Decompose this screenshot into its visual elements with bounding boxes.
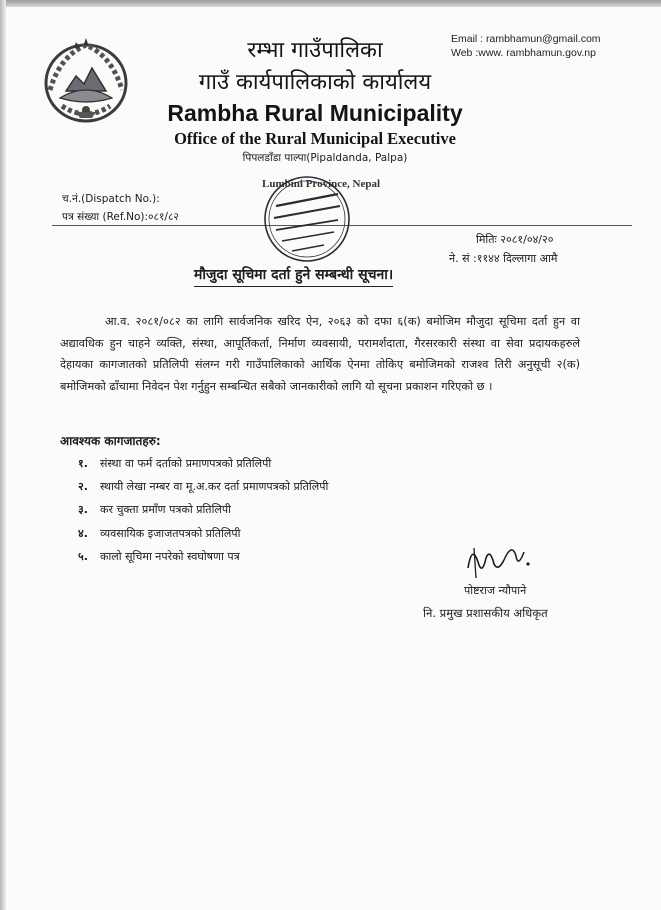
office-seal-icon xyxy=(262,174,352,264)
office-name-nepali: गाउँ कार्यपालिकाको कार्यालय xyxy=(198,70,432,95)
office-name-english: Office of the Rural Municipal Executive xyxy=(174,129,456,148)
website-line: Web :www. rambhamun.gov.np xyxy=(451,47,596,59)
nepal-sambat-date: ने. सं :११४४ दिल्लागा आमै xyxy=(449,252,558,265)
office-location: पिपलडाँडा पाल्पा(Pipaldanda, Palpa) xyxy=(242,152,408,164)
scan-edge-left xyxy=(0,0,6,910)
notice-subject: मौजुदा सूचिमा दर्ता हुने सम्बन्धी सूचना। xyxy=(194,265,393,287)
handwritten-signature-icon xyxy=(458,538,538,584)
required-documents-heading: आवश्यक कागजातहरु: xyxy=(60,434,161,448)
list-item: ५. कालो सूचिमा नपरेको स्वघोषणा पत्र xyxy=(78,549,240,563)
signatory-name: पोष्टराज न्यौपाने xyxy=(464,584,527,597)
notice-body xyxy=(60,311,580,397)
municipality-name-nepali: रम्भा गाउँपालिका xyxy=(247,38,383,63)
contact-block xyxy=(451,32,601,60)
signatory-title: नि. प्रमुख प्रशासकीय अधिकृत xyxy=(423,606,548,620)
dispatch-number: च.नं.(Dispatch No.): xyxy=(62,193,160,205)
list-item: १. संस्था वा फर्म दर्ताको प्रमाणपत्रको प्रतिलिपी xyxy=(78,457,272,470)
required-documents-list xyxy=(78,452,328,568)
reference-number: पत्र संख्या (Ref.No):०८१/८२ xyxy=(62,211,179,223)
letter-date: मितिः २०८१/०४/२० xyxy=(476,233,554,246)
list-item: ४. व्यवसायिक इजाजतपत्रको प्रतिलिपी xyxy=(78,526,241,540)
office-province: Lumbini Province, Nepal xyxy=(262,178,381,190)
email-line: Email : rambhamun@gmail.com xyxy=(451,33,601,45)
scan-edge-top xyxy=(0,0,661,7)
list-item: २. स्थायी लेखा नम्बर वा मू.अ.कर दर्ता प्रमाणपत्रको प्रतिलिपी xyxy=(78,480,329,494)
list-item: ३. कर चुक्ता प्रमाँण पत्रको प्रतिलिपी xyxy=(78,503,231,517)
municipality-name-english: Rambha Rural Municipality xyxy=(167,100,463,126)
notice-body-text: आ.व. २०८१/०८२ का लागि सार्वजनिक खरिद ऐन, २०६३ को दफा ६(क) बमोजिम मौजुदा सूचिमा दर्ता हुन वा अद्यावधिक हुन चाहने व्यक्ति, संस्था, आपूर्तिकर्ता, निर्माण व्यवसायी, परामर्शदाता, गैरसरकारी संस्था वा सेवा प्रदायकहरुले देहायका कागजातको प्रतिलिपी संलग्न गरी गाउँपालिकाको आर्थिक ऐनमा तोकिए बमोजिमको राजश्व तिरी अनुसूची २(क) बमोजिमको ढाँचामा निवेदन पेश गर्नुहुन सम्बन्धित सबैको जानकारीको लागि यो सूचना प्रकाशन गरिएको छ । xyxy=(60,315,580,393)
nepal-emblem-icon xyxy=(40,36,132,124)
